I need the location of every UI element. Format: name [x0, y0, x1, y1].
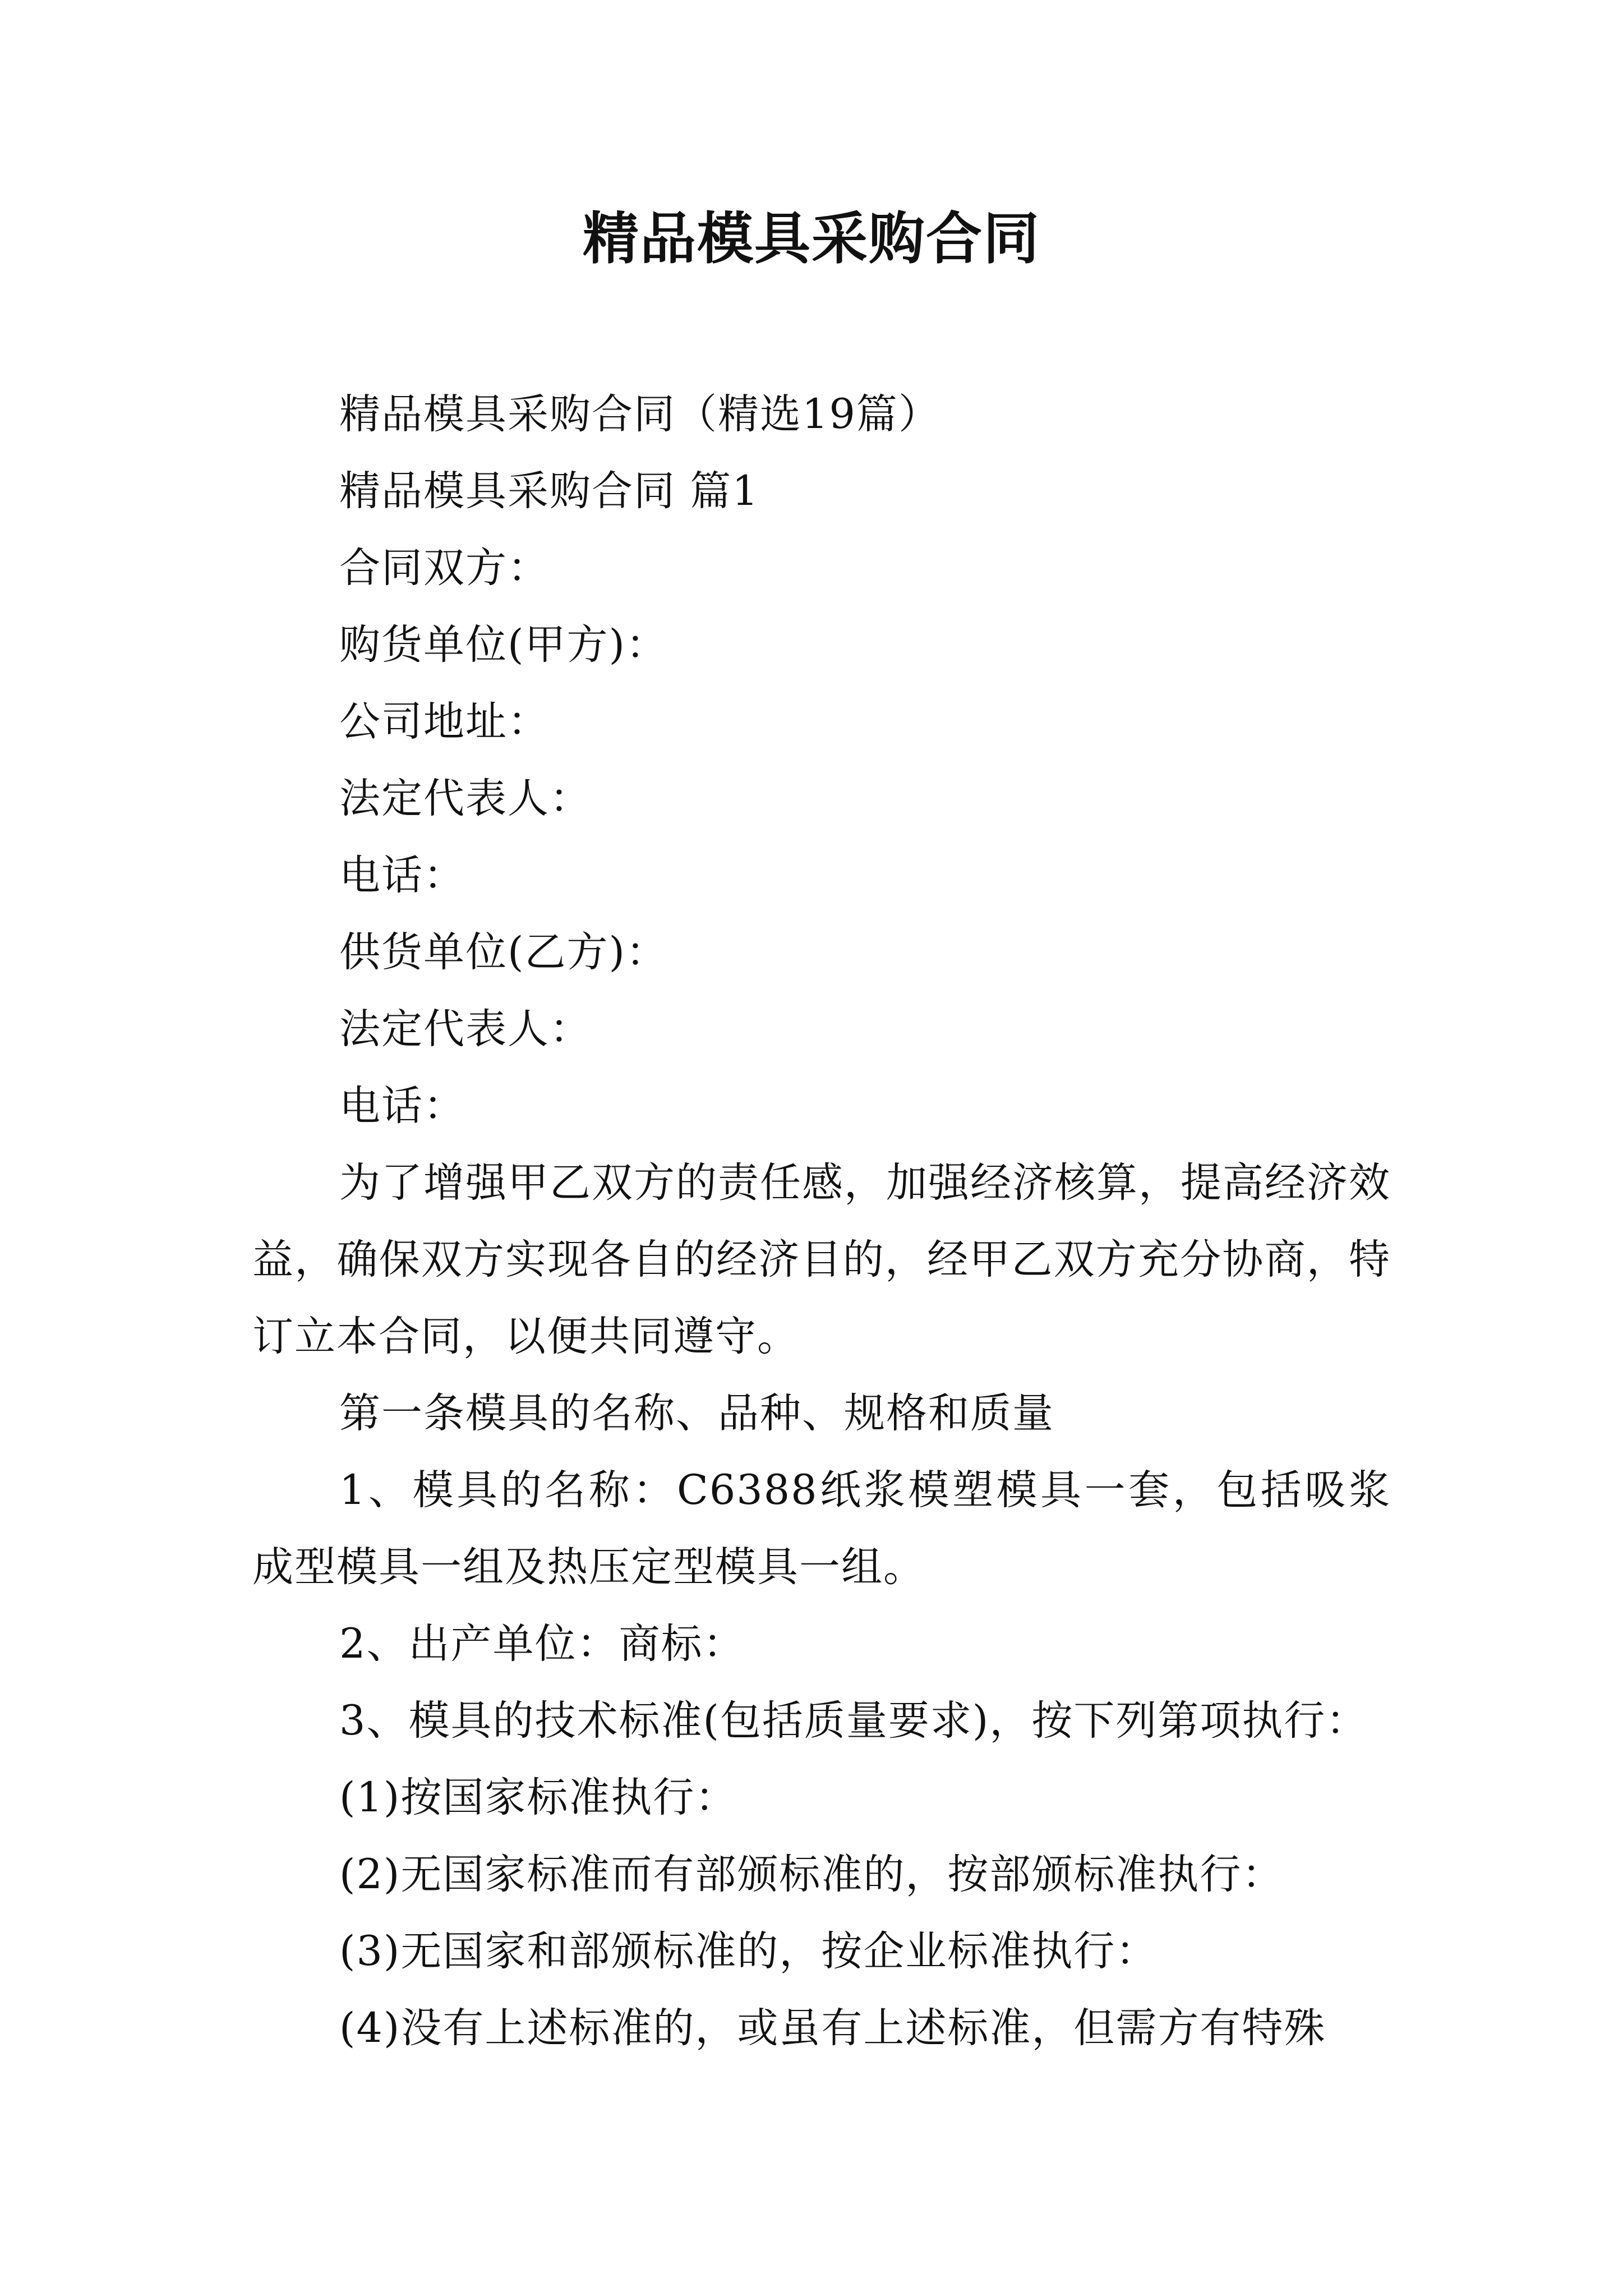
paragraph-parties: 合同双方： — [339, 544, 550, 592]
paragraph-subitem-3: (3)无国家和部颁标准的，按企业标准执行： — [339, 1927, 1158, 1975]
paragraph-buyer-phone: 电话： — [339, 852, 465, 899]
paragraph-clause-1-heading: 第一条模具的名称、品种、规格和质量 — [339, 1389, 1054, 1437]
paragraph-subitem-2: (2)无国家标准而有部颁标准的，按部颁标准执行： — [339, 1851, 1284, 1898]
paragraph-preamble: 为了增强甲乙双方的责任感，加强经济核算，提高经济效益，确保双方实现各自的经济目的，经甲乙双方充分协商，特订立本合同，以便共同遵守。 — [252, 1159, 1391, 1360]
paragraph-supplier-representative: 法定代表人： — [339, 1005, 592, 1053]
paragraph-subtitle: 精品模具采购合同（精选19篇） — [339, 390, 940, 438]
paragraph-company-address: 公司地址： — [339, 698, 550, 746]
paragraph-subitem-4: (4)没有上述标准的，或虽有上述标准，但需方有特殊 — [339, 2004, 1326, 2052]
paragraph-supplier: 供货单位(乙方)： — [339, 928, 668, 976]
document-title: 精品模具采购合同 — [583, 205, 1040, 272]
paragraph-subitem-1: (1)按国家标准执行： — [339, 1774, 737, 1821]
document-body — [252, 376, 1391, 2067]
paragraph-item-1: 1、模具的名称：C6388纸浆模塑模具一套，包括吸浆成型模具一组及热压定型模具一组。 — [252, 1466, 1391, 1591]
paragraph-buyer-representative: 法定代表人： — [339, 775, 592, 822]
paragraph-item-3: 3、模具的技术标准(包括质量要求)，按下列第项执行： — [339, 1697, 1368, 1745]
paragraph-buyer: 购货单位(甲方)： — [339, 621, 668, 669]
paragraph-article-heading: 精品模具采购合同 篇1 — [339, 467, 759, 515]
paragraph-item-2: 2、出产单位：商标： — [339, 1620, 745, 1668]
paragraph-supplier-phone: 电话： — [339, 1082, 465, 1130]
